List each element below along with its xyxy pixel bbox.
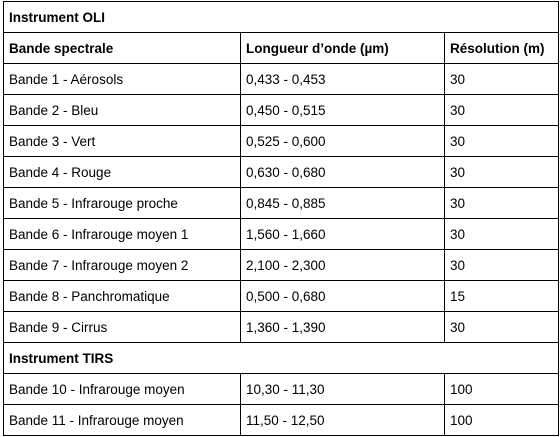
band-name-cell: Bande 8 - Panchromatique <box>4 281 241 312</box>
resolution-cell: 30 <box>445 250 559 281</box>
table-row <box>4 312 559 343</box>
wavelength-cell: 0,500 - 0,680 <box>241 281 445 312</box>
wavelength-cell: 0,845 - 0,885 <box>241 188 445 219</box>
table-row <box>4 219 559 250</box>
resolution-cell: 30 <box>445 126 559 157</box>
wavelength-cell: 1,360 - 1,390 <box>241 312 445 343</box>
wavelength-cell: 10,30 - 11,30 <box>241 374 445 405</box>
header-row <box>4 33 559 64</box>
table-body <box>4 2 559 436</box>
resolution-cell: 30 <box>445 95 559 126</box>
wavelength-cell: 0,525 - 0,600 <box>241 126 445 157</box>
section-title-row <box>4 343 559 374</box>
header-wavelength: Longueur d’onde (µm) <box>241 33 445 64</box>
resolution-cell: 15 <box>445 281 559 312</box>
table-row <box>4 281 559 312</box>
resolution-cell: 100 <box>445 405 559 436</box>
resolution-cell: 30 <box>445 157 559 188</box>
section-title-row <box>4 2 559 33</box>
band-name-cell: Bande 5 - Infrarouge proche <box>4 188 241 219</box>
table-row <box>4 64 559 95</box>
band-name-cell: Bande 11 - Infrarouge moyen <box>4 405 241 436</box>
wavelength-cell: 0,450 - 0,515 <box>241 95 445 126</box>
band-name-cell: Bande 6 - Infrarouge moyen 1 <box>4 219 241 250</box>
band-name-cell: Bande 2 - Bleu <box>4 95 241 126</box>
resolution-cell: 30 <box>445 64 559 95</box>
resolution-cell: 30 <box>445 219 559 250</box>
resolution-cell: 30 <box>445 188 559 219</box>
wavelength-cell: 11,50 - 12,50 <box>241 405 445 436</box>
band-name-cell: Bande 9 - Cirrus <box>4 312 241 343</box>
table-row <box>4 250 559 281</box>
band-name-cell: Bande 7 - Infrarouge moyen 2 <box>4 250 241 281</box>
wavelength-cell: 1,560 - 1,660 <box>241 219 445 250</box>
table-row <box>4 126 559 157</box>
band-name-cell: Bande 4 - Rouge <box>4 157 241 188</box>
table-row <box>4 157 559 188</box>
band-name-cell: Bande 1 - Aérosols <box>4 64 241 95</box>
table-row <box>4 188 559 219</box>
header-spectral-band: Bande spectrale <box>4 33 241 64</box>
header-resolution: Résolution (m) <box>445 33 559 64</box>
wavelength-cell: 2,100 - 2,300 <box>241 250 445 281</box>
table-row <box>4 405 559 436</box>
band-name-cell: Bande 3 - Vert <box>4 126 241 157</box>
band-name-cell: Bande 10 - Infrarouge moyen <box>4 374 241 405</box>
spectral-bands-table <box>3 1 559 436</box>
wavelength-cell: 0,433 - 0,453 <box>241 64 445 95</box>
resolution-cell: 100 <box>445 374 559 405</box>
wavelength-cell: 0,630 - 0,680 <box>241 157 445 188</box>
table-row <box>4 374 559 405</box>
section-title-tirs: Instrument TIRS <box>4 343 559 374</box>
table-row <box>4 95 559 126</box>
resolution-cell: 30 <box>445 312 559 343</box>
section-title-oli: Instrument OLI <box>4 2 559 33</box>
